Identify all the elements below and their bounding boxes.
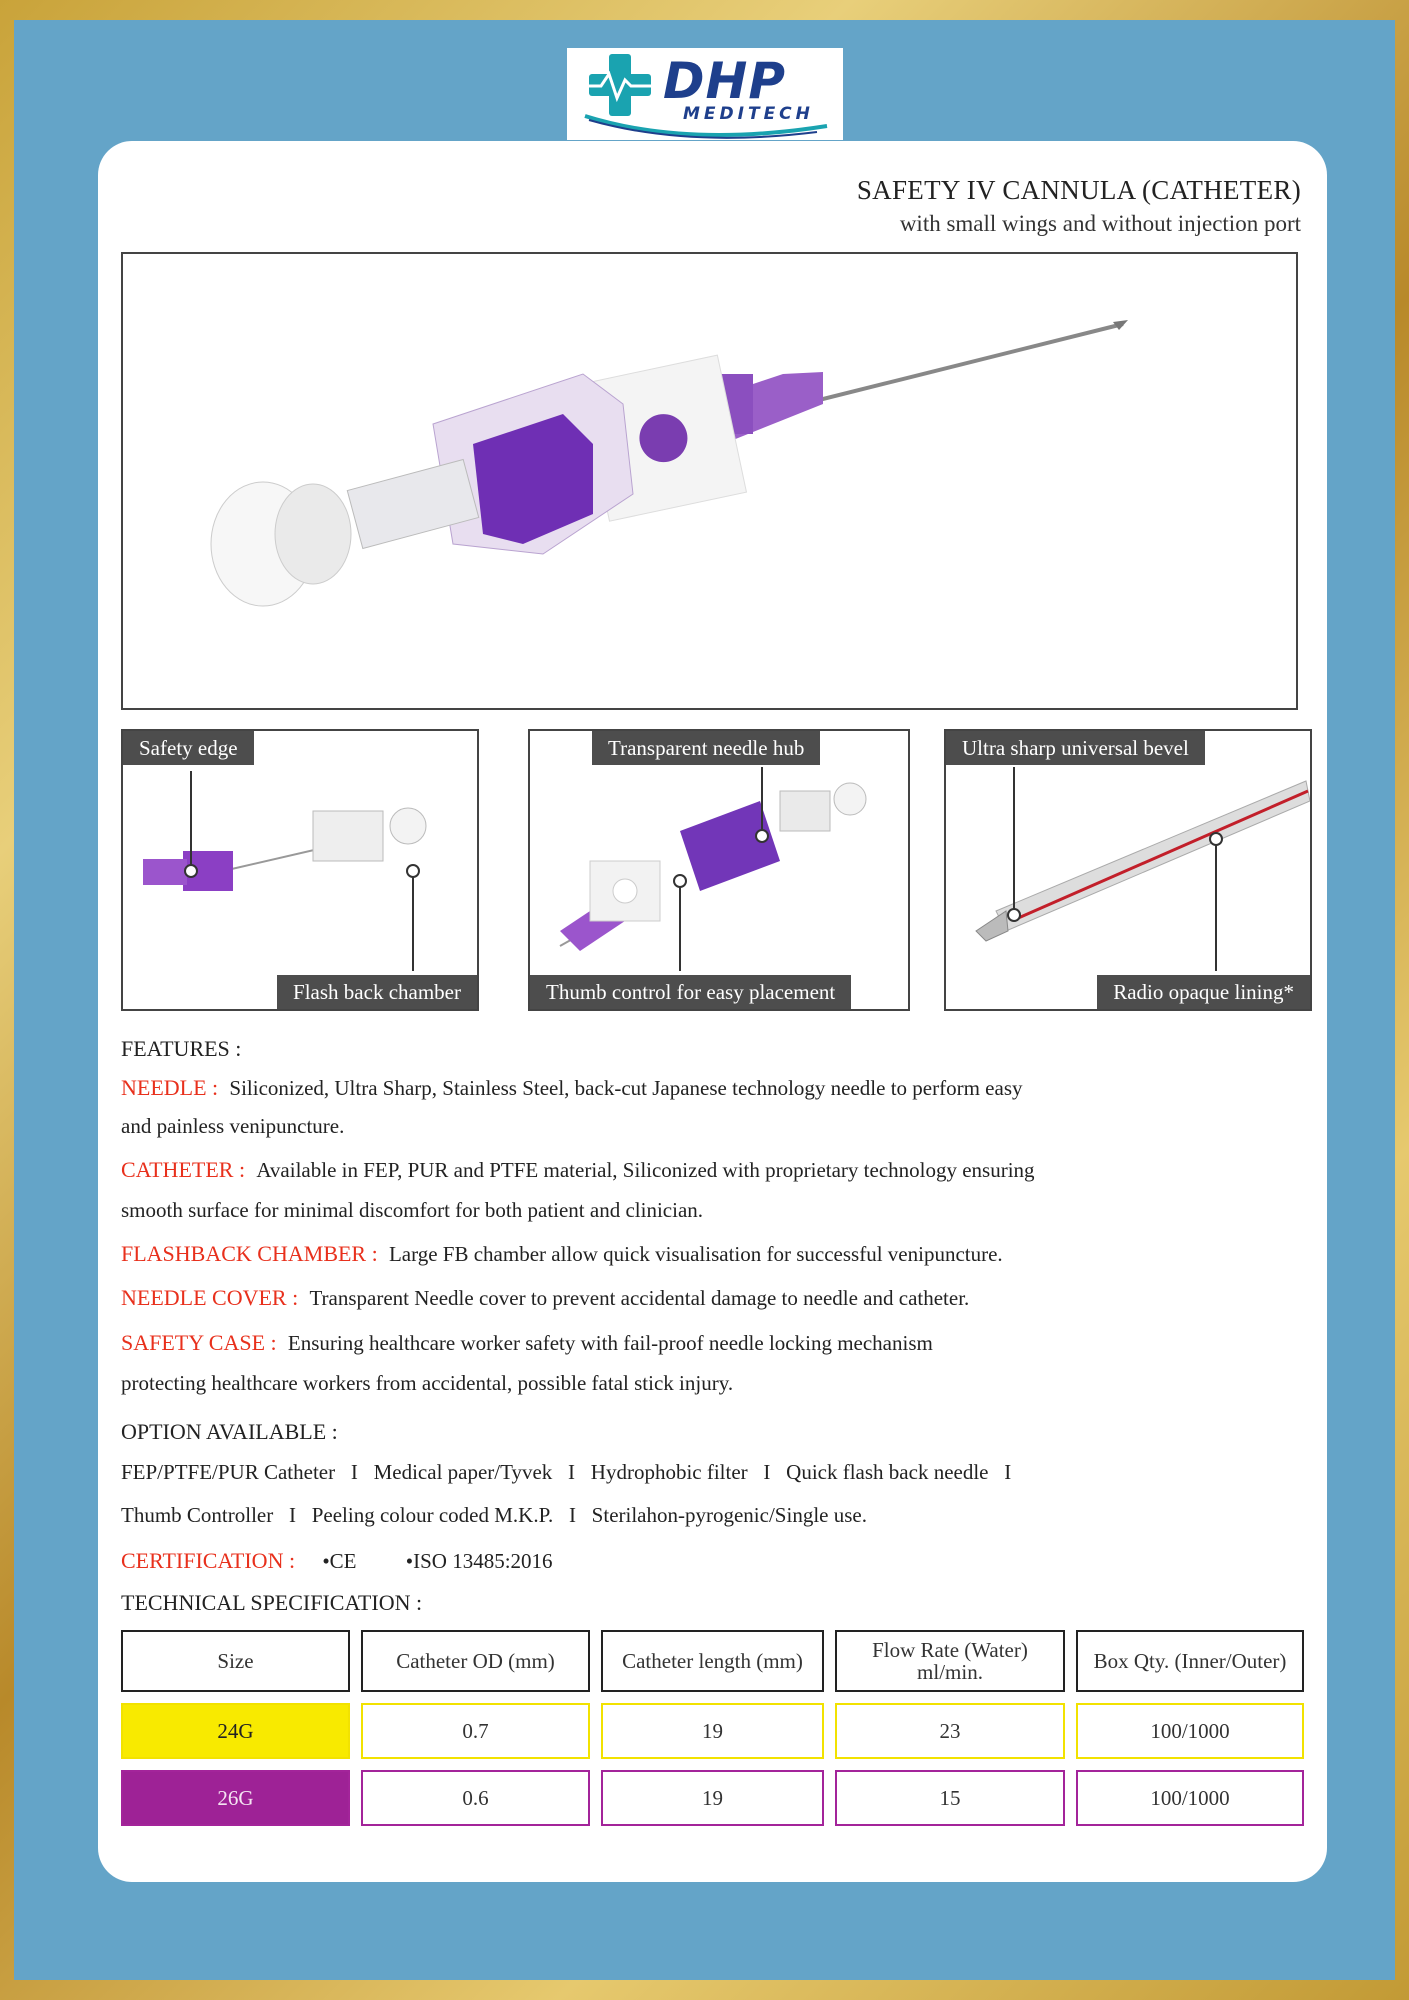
feature-needle bbox=[121, 1073, 1221, 1103]
callout-ultra-sharp: Ultra sharp universal bevel bbox=[946, 731, 1205, 765]
callout-flash-back: Flash back chamber bbox=[277, 975, 477, 1009]
safety-case-text: Ensuring healthcare worker safety with fail-proof needle locking mechanism bbox=[287, 1331, 933, 1355]
detail-safety-edge bbox=[121, 729, 479, 1011]
spec-header-flow-unit: ml/min. bbox=[917, 1660, 983, 1684]
table-row bbox=[121, 1770, 1304, 1826]
brand-sub: MEDITECH bbox=[683, 104, 814, 124]
flashback-text: Large FB chamber allow quick visualisation for successful venipuncture. bbox=[388, 1242, 1003, 1266]
table-row bbox=[121, 1703, 1304, 1759]
feature-safety-case-cont: protecting healthcare workers from accidental, possible fatal stick injury. bbox=[121, 1371, 734, 1395]
options-line-1: FEP/PTFE/PUR Catheter I Medical paper/Tyvek I Hydrophobic filter I Quick flash back needle I bbox=[121, 1460, 1012, 1484]
callout-radio-opaque: Radio opaque lining* bbox=[1097, 975, 1310, 1009]
feature-flashback bbox=[121, 1239, 1221, 1269]
needle-text: Siliconized, Ultra Sharp, Stainless Steel, back-cut Japanese technology needle to perform easy bbox=[229, 1076, 1023, 1100]
needle-cover-text: Transparent Needle cover to prevent accidental damage to needle and catheter. bbox=[309, 1286, 970, 1310]
detail-bevel bbox=[944, 729, 1312, 1011]
catheter-label: CATHETER : bbox=[121, 1157, 246, 1182]
spec-header-box: Box Qty. (Inner/Outer) bbox=[1076, 1630, 1304, 1692]
page-subtitle: with small wings and without injection port bbox=[899, 211, 1301, 236]
page-title: SAFETY IV CANNULA (CATHETER) bbox=[856, 175, 1301, 205]
spec-size-24g: 24G bbox=[121, 1703, 350, 1759]
spec-table bbox=[110, 1630, 1315, 1826]
spec-size-26g: 26G bbox=[121, 1770, 350, 1826]
needle-label: NEEDLE : bbox=[121, 1075, 219, 1100]
feature-catheter-cont: smooth surface for minimal discomfort for both patient and clinician. bbox=[121, 1198, 704, 1222]
options-line-2: Thumb Controller I Peeling colour coded M.K.P. I Sterilahon-pyrogenic/Single use. bbox=[121, 1503, 867, 1527]
feature-catheter bbox=[121, 1155, 1221, 1185]
spec-header-od: Catheter OD (mm) bbox=[361, 1630, 590, 1692]
callout-transparent-hub: Transparent needle hub bbox=[592, 731, 820, 765]
cert-iso: •ISO 13485:2016 bbox=[405, 1549, 553, 1573]
spec-header-length: Catheter length (mm) bbox=[601, 1630, 824, 1692]
spec-cell: 15 bbox=[835, 1770, 1065, 1826]
feature-needle-cover bbox=[121, 1283, 1221, 1313]
spec-cell: 100/1000 bbox=[1076, 1703, 1304, 1759]
options-heading: OPTION AVAILABLE : bbox=[121, 1419, 338, 1444]
product-sheet bbox=[98, 141, 1327, 1882]
callout-thumb-control: Thumb control for easy placement bbox=[530, 975, 851, 1009]
spec-cell: 0.7 bbox=[361, 1703, 590, 1759]
certification-label: CERTIFICATION : bbox=[121, 1548, 296, 1573]
spec-cell: 23 bbox=[835, 1703, 1065, 1759]
spec-header-flow-label: Flow Rate (Water) bbox=[872, 1638, 1028, 1662]
flashback-label: FLASHBACK CHAMBER : bbox=[121, 1241, 378, 1266]
brand-logo bbox=[567, 48, 843, 140]
spec-header-row bbox=[121, 1630, 1304, 1692]
needle-cover-label: NEEDLE COVER : bbox=[121, 1285, 299, 1310]
safety-case-label: SAFETY CASE : bbox=[121, 1330, 277, 1355]
feature-needle-cont: and painless venipuncture. bbox=[121, 1114, 345, 1138]
spec-heading: TECHNICAL SPECIFICATION : bbox=[121, 1590, 423, 1615]
spec-cell: 19 bbox=[601, 1703, 824, 1759]
spec-header-flow bbox=[835, 1630, 1065, 1692]
spec-cell: 19 bbox=[601, 1770, 824, 1826]
detail-needle-hub bbox=[528, 729, 910, 1011]
catheter-text: Available in FEP, PUR and PTFE material, Siliconized with proprietary technology ensuring bbox=[256, 1158, 1035, 1182]
spec-cell: 0.6 bbox=[361, 1770, 590, 1826]
features-heading: FEATURES : bbox=[121, 1036, 242, 1061]
main-product-image bbox=[121, 252, 1298, 710]
cannula-illustration bbox=[123, 254, 1296, 708]
cert-ce: •CE bbox=[322, 1549, 357, 1573]
certification bbox=[121, 1546, 553, 1576]
feature-safety-case bbox=[121, 1328, 1221, 1358]
spec-header-size: Size bbox=[121, 1630, 350, 1692]
callout-safety-edge: Safety edge bbox=[123, 731, 254, 765]
brand-name: DHP bbox=[663, 52, 786, 110]
spec-cell: 100/1000 bbox=[1076, 1770, 1304, 1826]
